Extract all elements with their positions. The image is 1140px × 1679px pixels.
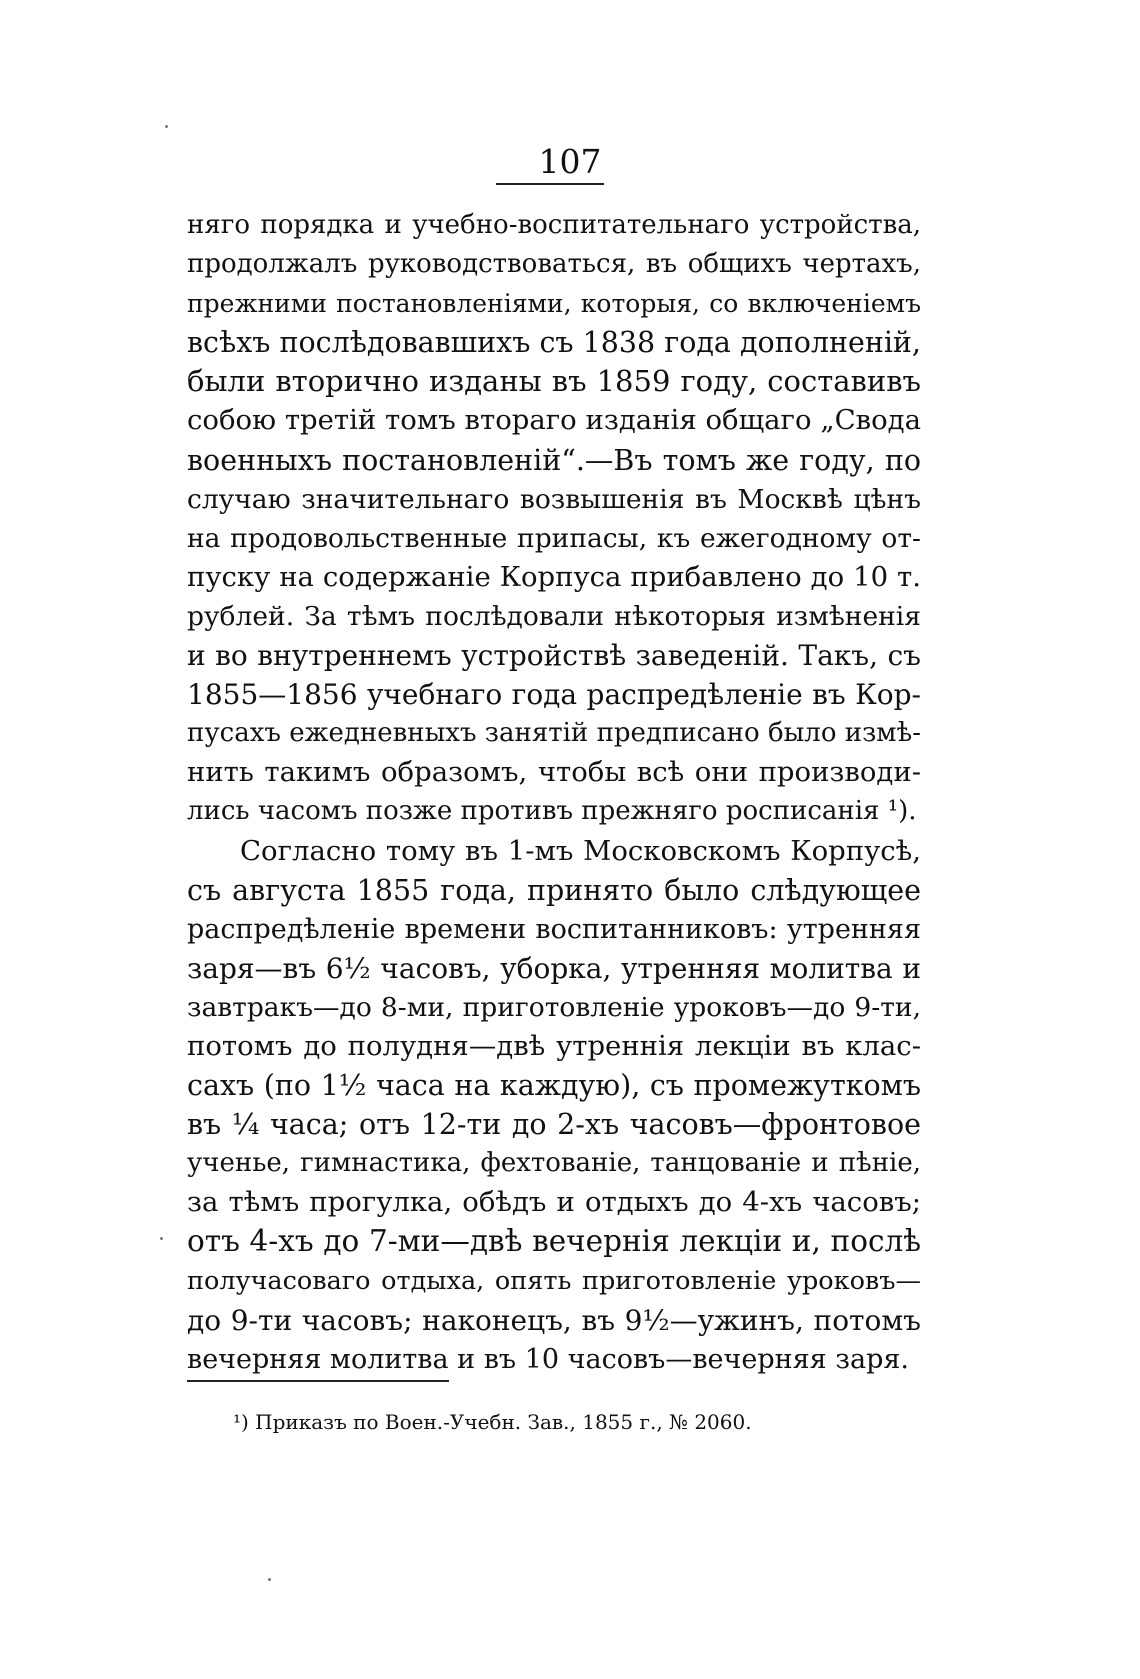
text-line: за тѣмъ прогулка, обѣдъ и отдыхъ до 4-хъ часовъ;: [187, 1186, 921, 1219]
text-line: 1855—1856 учебнаго года распредѣленіе въ Кор-: [187, 678, 921, 712]
text-line: до 9-ти часовъ; наконецъ, въ 9½—ужинъ, потомъ: [187, 1303, 921, 1337]
text-line: вечерняя молитва и въ 10 часовъ—вечерняя заря.: [187, 1343, 909, 1375]
text-line: пусахъ ежедневныхъ занятій предписано было измѣ-: [187, 718, 921, 749]
text-line: няго порядка и учебно-воспитательнаго устройства,: [187, 210, 921, 240]
footnote-rule: [187, 1380, 449, 1382]
text-line: и во внутреннемъ устройствѣ заведеній. Такъ, съ: [187, 639, 921, 673]
text-line: нить такимъ образомъ, чтобы всѣ они производи-: [187, 756, 921, 789]
text-line: завтракъ—до 8-ми, приготовленіе уроковъ—до 9-ти,: [187, 991, 921, 1023]
scan-speck: [165, 125, 168, 128]
text-line: распредѣленіе времени воспитанниковъ: утренняя: [187, 913, 921, 945]
text-line: пуску на содержаніе Корпуса прибавлено до 10 т.: [187, 560, 921, 593]
text-line: лись часомъ позже противъ прежняго росписанія ¹).: [187, 796, 917, 827]
page-number-rule: [496, 183, 604, 185]
text-line: въ ¼ часа; отъ 12-ти до 2-хъ часовъ—фронтовое: [187, 1108, 921, 1142]
text-line: прежними постановленіями, которыя, со включеніемъ: [187, 289, 921, 319]
scan-speck: [268, 1578, 271, 1581]
text-line: ученье, гимнастика, фехтованіе, танцованіе и пѣніе,: [187, 1148, 921, 1179]
text-line: были вторично изданы въ 1859 году, составивъ: [187, 364, 921, 399]
text-line: рублей. За тѣмъ послѣдовали нѣкоторыя измѣненія: [187, 600, 921, 632]
text-line: на продовольственные припасы, къ ежегодному от-: [187, 522, 921, 554]
text-line: Согласно тому въ 1-мъ Московскомъ Корпусѣ,: [240, 834, 921, 867]
footnote: ¹) Приказъ по Воен.-Учебн. Зав., 1855 г., № 2060.: [233, 1410, 752, 1434]
text-line: отъ 4-хъ до 7-ми—двѣ вечернія лекціи и, послѣ: [187, 1224, 921, 1259]
text-line: получасоваго отдыха, опять приготовленіе уроковъ—: [187, 1265, 921, 1296]
text-line: заря—въ 6½ часовъ, уборка, утренняя молитва и: [187, 951, 921, 985]
body-text: [187, 206, 921, 1379]
text-line: сахъ (по 1½ часа на каждую), съ промежуткомъ: [187, 1069, 921, 1103]
page-number: 107: [538, 142, 602, 181]
text-line: съ августа 1855 года, принято было слѣдующее: [187, 873, 921, 907]
text-line: случаю значительнаго возвышенія въ Москвѣ цѣнъ: [187, 483, 921, 515]
text-line: потомъ до полудня—двѣ утреннія лекціи въ клас-: [187, 1029, 921, 1062]
text-line: продолжалъ руководствоваться, въ общихъ чертахъ,: [187, 249, 921, 280]
scan-speck: [160, 1237, 163, 1240]
text-line: военныхъ постановленій“.—Въ томъ же году, по: [187, 443, 921, 477]
text-line: всѣхъ послѣдовавшихъ съ 1838 года дополненій,: [187, 326, 921, 360]
text-line: собою третій томъ втораго изданія общаго „Свода: [187, 404, 921, 437]
